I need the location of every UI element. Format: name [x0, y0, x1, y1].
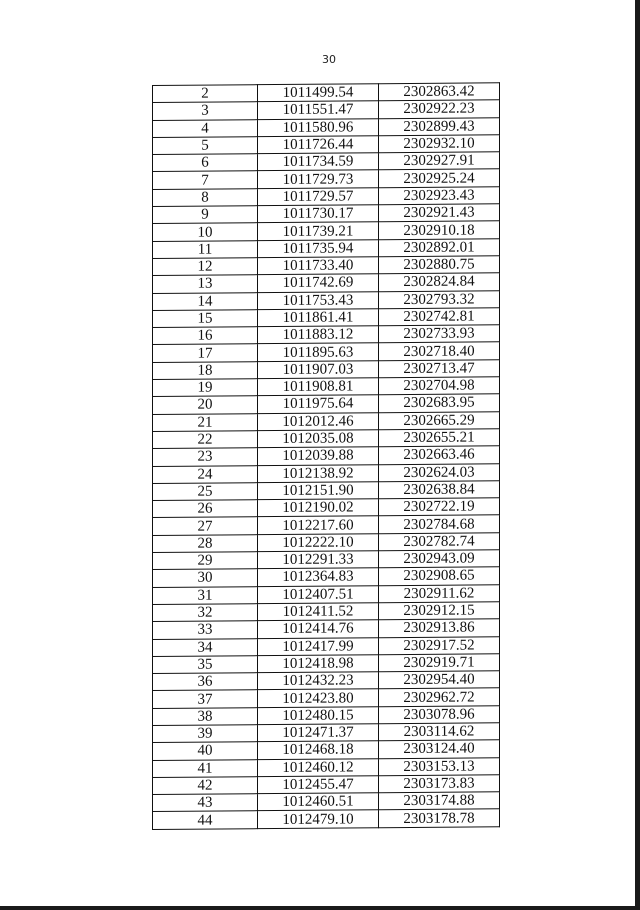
y-coordinate-cell: 2302742.81 — [379, 308, 500, 326]
y-coordinate-cell: 2302624.03 — [379, 463, 500, 481]
y-coordinate-cell: 2302962.72 — [379, 688, 500, 706]
y-coordinate-cell: 2302863.42 — [379, 83, 500, 101]
y-coordinate-cell: 2302908.65 — [379, 567, 500, 585]
y-coordinate-cell: 2302943.09 — [379, 550, 500, 568]
x-coordinate-cell: 1011735.94 — [258, 239, 379, 257]
table-row — [153, 654, 500, 674]
point-number-cell: 27 — [153, 517, 258, 535]
y-coordinate-cell: 2303078.96 — [379, 705, 500, 723]
y-coordinate-cell: 2302912.15 — [379, 602, 500, 620]
table-row — [153, 256, 500, 276]
table-row — [153, 100, 500, 120]
x-coordinate-cell: 1012039.88 — [258, 447, 379, 465]
table-row — [153, 532, 500, 552]
table-row — [153, 377, 500, 397]
y-coordinate-cell: 2302923.43 — [379, 187, 500, 205]
y-coordinate-cell: 2302892.01 — [379, 238, 500, 256]
x-coordinate-cell: 1012418.98 — [258, 655, 379, 673]
y-coordinate-cell: 2302663.46 — [379, 446, 500, 464]
point-number-cell: 20 — [153, 396, 258, 414]
point-number-cell: 12 — [153, 258, 258, 276]
x-coordinate-cell: 1011726.44 — [258, 136, 379, 154]
y-coordinate-cell: 2302713.47 — [379, 360, 500, 378]
x-coordinate-cell: 1012035.08 — [258, 430, 379, 448]
table-row — [153, 411, 500, 431]
point-number-cell: 4 — [153, 119, 258, 137]
y-coordinate-cell: 2303114.62 — [379, 723, 500, 741]
point-number-cell: 2 — [153, 85, 258, 103]
y-coordinate-cell: 2302683.95 — [379, 394, 500, 412]
y-coordinate-cell: 2302913.86 — [379, 619, 500, 637]
point-number-cell: 21 — [153, 413, 258, 431]
table-row — [153, 290, 500, 310]
y-coordinate-cell: 2302919.71 — [379, 654, 500, 672]
table-row — [153, 117, 500, 137]
y-coordinate-cell: 2303173.83 — [379, 775, 500, 793]
table-row — [153, 636, 500, 656]
page-number: 30 — [322, 53, 336, 66]
x-coordinate-cell: 1012012.46 — [258, 412, 379, 430]
table-row — [153, 688, 500, 708]
point-number-cell: 13 — [153, 275, 258, 293]
table-row — [153, 602, 500, 622]
point-number-cell: 14 — [153, 292, 258, 310]
x-coordinate-cell: 1011883.12 — [258, 326, 379, 344]
table-row — [153, 757, 500, 777]
x-coordinate-cell: 1011580.96 — [258, 118, 379, 136]
table-row — [153, 671, 500, 691]
point-number-cell: 40 — [153, 742, 258, 760]
x-coordinate-cell: 1012460.12 — [258, 758, 379, 776]
x-coordinate-cell: 1012471.37 — [258, 724, 379, 742]
point-number-cell: 35 — [153, 655, 258, 673]
x-coordinate-cell: 1012138.92 — [258, 464, 379, 482]
y-coordinate-cell: 2302927.91 — [379, 152, 500, 170]
point-number-cell: 38 — [153, 707, 258, 725]
point-number-cell: 43 — [153, 794, 258, 812]
x-coordinate-cell: 1011861.41 — [258, 309, 379, 327]
point-number-cell: 31 — [153, 586, 258, 604]
point-number-cell: 25 — [153, 482, 258, 500]
y-coordinate-cell: 2302733.93 — [379, 325, 500, 343]
y-coordinate-cell: 2303153.13 — [379, 757, 500, 775]
coordinates-table — [152, 82, 500, 829]
table-row — [153, 481, 500, 501]
y-coordinate-cell: 2302910.18 — [379, 221, 500, 239]
x-coordinate-cell: 1012222.10 — [258, 533, 379, 551]
y-coordinate-cell: 2302784.68 — [379, 515, 500, 533]
y-coordinate-cell: 2302880.75 — [379, 256, 500, 274]
point-number-cell: 15 — [153, 310, 258, 328]
y-coordinate-cell: 2302917.52 — [379, 636, 500, 654]
point-number-cell: 30 — [153, 569, 258, 587]
x-coordinate-cell: 1012190.02 — [258, 499, 379, 517]
point-number-cell: 23 — [153, 448, 258, 466]
x-coordinate-cell: 1011734.59 — [258, 153, 379, 171]
point-number-cell: 16 — [153, 327, 258, 345]
y-coordinate-cell: 2303178.78 — [379, 809, 500, 827]
table-row — [153, 238, 500, 258]
point-number-cell: 5 — [153, 137, 258, 155]
table-row — [153, 740, 500, 760]
table-row — [153, 342, 500, 362]
x-coordinate-cell: 1012217.60 — [258, 516, 379, 534]
x-coordinate-cell: 1012423.80 — [258, 689, 379, 707]
point-number-cell: 32 — [153, 604, 258, 622]
x-coordinate-cell: 1011729.57 — [258, 188, 379, 206]
point-number-cell: 42 — [153, 777, 258, 795]
table-row — [153, 152, 500, 172]
point-number-cell: 10 — [153, 223, 258, 241]
point-number-cell: 26 — [153, 500, 258, 518]
table-row — [153, 446, 500, 466]
point-number-cell: 28 — [153, 534, 258, 552]
point-number-cell: 3 — [153, 102, 258, 120]
x-coordinate-cell: 1012460.51 — [258, 793, 379, 811]
x-coordinate-cell: 1011742.69 — [258, 274, 379, 292]
table-row — [153, 221, 500, 241]
y-coordinate-cell: 2302704.98 — [379, 377, 500, 395]
table-row — [153, 273, 500, 293]
y-coordinate-cell: 2302655.21 — [379, 429, 500, 447]
x-coordinate-cell: 1012414.76 — [258, 620, 379, 638]
coordinates-table-body — [153, 83, 500, 829]
y-coordinate-cell: 2302954.40 — [379, 671, 500, 689]
point-number-cell: 41 — [153, 759, 258, 777]
y-coordinate-cell: 2302718.40 — [379, 342, 500, 360]
point-number-cell: 36 — [153, 673, 258, 691]
point-number-cell: 24 — [153, 465, 258, 483]
y-coordinate-cell: 2302911.62 — [379, 584, 500, 602]
table-row — [153, 360, 500, 380]
y-coordinate-cell: 2302782.74 — [379, 532, 500, 550]
y-coordinate-cell: 2302899.43 — [379, 117, 500, 135]
x-coordinate-cell: 1011729.73 — [258, 170, 379, 188]
table-row — [153, 187, 500, 207]
x-coordinate-cell: 1012480.15 — [258, 706, 379, 724]
x-coordinate-cell: 1012407.51 — [258, 585, 379, 603]
table-row — [153, 429, 500, 449]
table-row — [153, 83, 500, 103]
table-row — [153, 584, 500, 604]
x-coordinate-cell: 1012364.83 — [258, 568, 379, 586]
scan-edge-bottom — [0, 906, 640, 910]
point-number-cell: 33 — [153, 621, 258, 639]
x-coordinate-cell: 1012291.33 — [258, 551, 379, 569]
point-number-cell: 39 — [153, 725, 258, 743]
point-number-cell: 29 — [153, 552, 258, 570]
y-coordinate-cell: 2303174.88 — [379, 792, 500, 810]
x-coordinate-cell: 1011739.21 — [258, 222, 379, 240]
table-row — [153, 515, 500, 535]
point-number-cell: 22 — [153, 431, 258, 449]
point-number-cell: 11 — [153, 240, 258, 258]
point-number-cell: 19 — [153, 379, 258, 397]
x-coordinate-cell: 1011499.54 — [258, 84, 379, 102]
y-coordinate-cell: 2302665.29 — [379, 411, 500, 429]
y-coordinate-cell: 2302793.32 — [379, 290, 500, 308]
x-coordinate-cell: 1011551.47 — [258, 101, 379, 119]
table-row — [153, 169, 500, 189]
table-row — [153, 792, 500, 812]
x-coordinate-cell: 1012468.18 — [258, 741, 379, 759]
y-coordinate-cell: 2302932.10 — [379, 135, 500, 153]
table-row — [153, 809, 500, 829]
table-row — [153, 204, 500, 224]
x-coordinate-cell: 1011975.64 — [258, 395, 379, 413]
x-coordinate-cell: 1012455.47 — [258, 776, 379, 794]
table-row — [153, 723, 500, 743]
y-coordinate-cell: 2302921.43 — [379, 204, 500, 222]
table-row — [153, 325, 500, 345]
table-row — [153, 463, 500, 483]
table-row — [153, 498, 500, 518]
point-number-cell: 34 — [153, 638, 258, 656]
table-row — [153, 550, 500, 570]
x-coordinate-cell: 1012151.90 — [258, 482, 379, 500]
table-row — [153, 135, 500, 155]
x-coordinate-cell: 1011733.40 — [258, 257, 379, 275]
point-number-cell: 18 — [153, 361, 258, 379]
point-number-cell: 7 — [153, 171, 258, 189]
point-number-cell: 6 — [153, 154, 258, 172]
y-coordinate-cell: 2302722.19 — [379, 498, 500, 516]
x-coordinate-cell: 1012432.23 — [258, 672, 379, 690]
point-number-cell: 8 — [153, 188, 258, 206]
y-coordinate-cell: 2302824.84 — [379, 273, 500, 291]
x-coordinate-cell: 1011753.43 — [258, 291, 379, 309]
x-coordinate-cell: 1011907.03 — [258, 360, 379, 378]
y-coordinate-cell: 2303124.40 — [379, 740, 500, 758]
x-coordinate-cell: 1011895.63 — [258, 343, 379, 361]
table-row — [153, 775, 500, 795]
y-coordinate-cell: 2302922.23 — [379, 100, 500, 118]
x-coordinate-cell: 1012411.52 — [258, 603, 379, 621]
table-row — [153, 567, 500, 587]
y-coordinate-cell: 2302638.84 — [379, 481, 500, 499]
scan-edge-right — [635, 0, 640, 910]
y-coordinate-cell: 2302925.24 — [379, 169, 500, 187]
x-coordinate-cell: 1011908.81 — [258, 378, 379, 396]
table-row — [153, 308, 500, 328]
x-coordinate-cell: 1012479.10 — [258, 810, 379, 828]
point-number-cell: 37 — [153, 690, 258, 708]
table-row — [153, 705, 500, 725]
table-row — [153, 394, 500, 414]
point-number-cell: 9 — [153, 206, 258, 224]
point-number-cell: 17 — [153, 344, 258, 362]
x-coordinate-cell: 1011730.17 — [258, 205, 379, 223]
x-coordinate-cell: 1012417.99 — [258, 637, 379, 655]
table-row — [153, 619, 500, 639]
point-number-cell: 44 — [153, 811, 258, 829]
